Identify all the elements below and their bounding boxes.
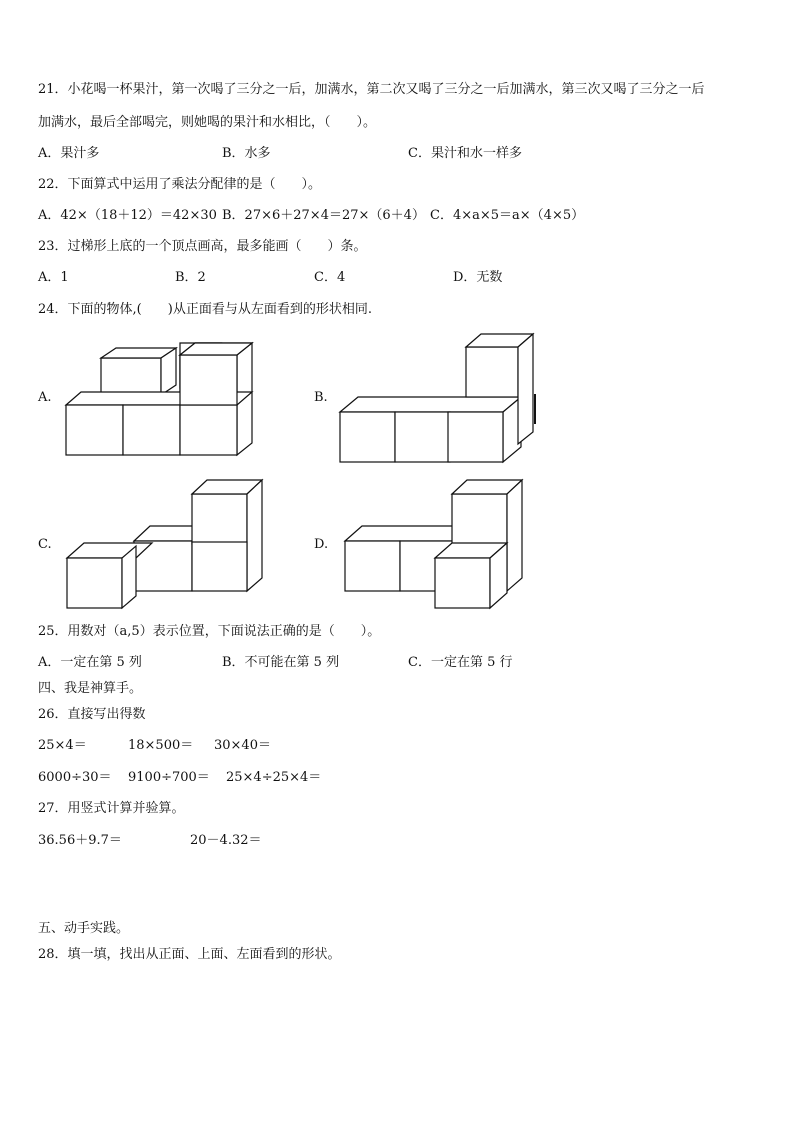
q25-option-b: B．不可能在第 5 列 — [222, 655, 340, 670]
q26-expr-6: 25×4÷25×4＝ — [226, 770, 322, 785]
q26-expr-1: 25×4＝ — [38, 738, 87, 753]
q27-item-2: 20－4.32＝ — [190, 833, 262, 848]
q24-figure-b — [338, 332, 538, 467]
q21-stem-line1: 21．小花喝一杯果汁，第一次喝了三分之一后，加满水，第二次又喝了三分之一后加满水，第三次又喝了三分之一后 — [38, 82, 705, 97]
q26-expr-5: 9100÷700＝ — [128, 770, 210, 785]
q22-stem: 22．下面算式中运用了乘法分配律的是（ ）。 — [38, 177, 322, 192]
q21-option-c: C．果汁和水一样多 — [408, 146, 522, 161]
q21-stem-line2: 加满水，最后全部喝完，则她喝的果汁和水相比，（ ）。 — [38, 115, 377, 130]
q24-label-a: A. — [38, 390, 52, 405]
q23-option-a: A．1 — [38, 270, 69, 285]
q23-option-c: C．4 — [314, 270, 346, 285]
q28-stem: 28．填一填，找出从正面、上面、左面看到的形状。 — [38, 947, 341, 962]
q27-stem: 27．用竖式计算并验算。 — [38, 801, 185, 816]
q21-option-b: B．水多 — [222, 146, 271, 161]
q24-stem: 24．下面的物体,( )从正面看与从左面看到的形状相同. — [38, 302, 372, 317]
q26-expr-3: 30×40＝ — [214, 738, 271, 753]
q22-option-b: B．27×6＋27×4＝27×（6＋4） — [222, 208, 425, 223]
q26-expr-4: 6000÷30＝ — [38, 770, 112, 785]
q23-stem: 23．过梯形上底的一个顶点画高，最多能画（ ）条。 — [38, 239, 367, 254]
q23-option-d: D．无数 — [453, 270, 503, 285]
section-5-heading: 五、动手实践。 — [38, 921, 130, 936]
q22-option-a: A．42×（18＋12）＝42×30 — [38, 208, 217, 223]
q21-option-a: A．果汁多 — [38, 146, 100, 161]
q24-label-d: D. — [314, 537, 329, 552]
q25-option-c: C．一定在第 5 行 — [408, 655, 513, 670]
q24-figure-d — [340, 476, 530, 611]
q24-figure-c — [64, 476, 269, 611]
q26-expr-2: 18×500＝ — [128, 738, 194, 753]
q24-label-b: B. — [314, 390, 328, 405]
q24-label-c: C. — [38, 537, 52, 552]
q26-stem: 26．直接写出得数 — [38, 707, 146, 722]
q22-option-c: C．4×a×5＝a×（4×5） — [430, 208, 585, 223]
section-4-heading: 四、我是神算手。 — [38, 681, 143, 696]
q25-stem: 25．用数对（a,5）表示位置，下面说法正确的是（ ）。 — [38, 624, 381, 639]
q23-option-b: B．2 — [175, 270, 206, 285]
q25-option-a: A．一定在第 5 列 — [38, 655, 142, 670]
q27-item-1: 36.56＋9.7＝ — [38, 833, 122, 848]
q24-figure-a — [60, 340, 260, 462]
